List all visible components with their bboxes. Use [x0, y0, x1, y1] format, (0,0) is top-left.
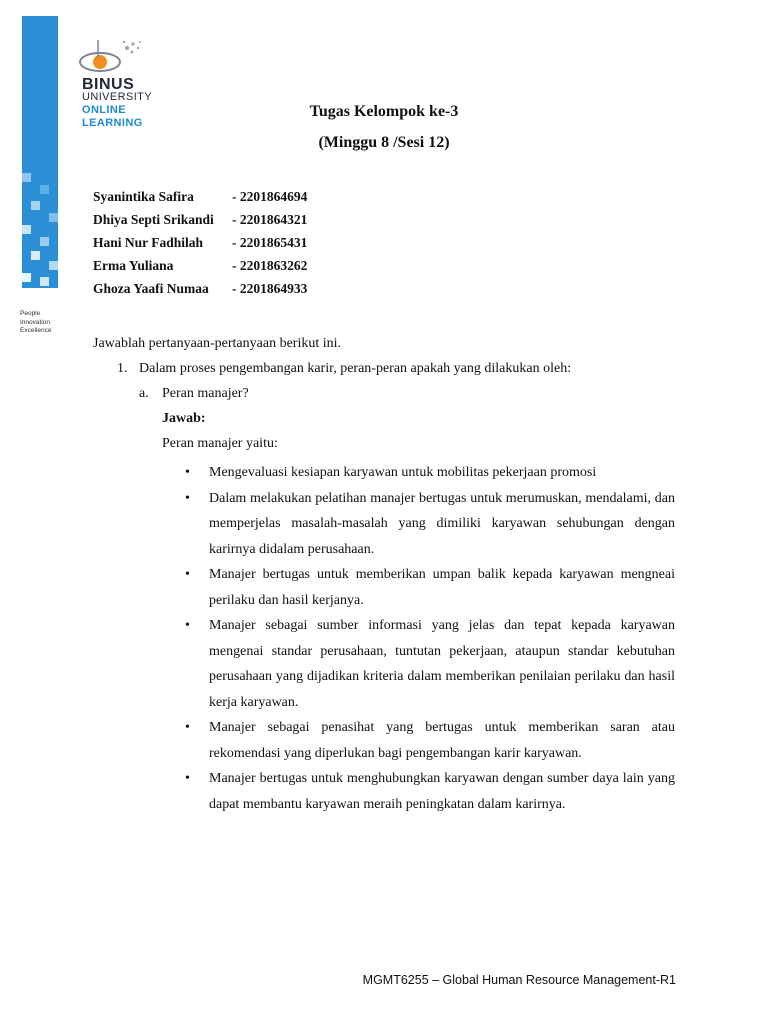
bullet-text: Manajer sebagai penasihat yang bertugas untuk memberikan saran atau rekomendasi yang diperlukan bagi pengembangan karir karyawan. [209, 720, 675, 761]
list-item [185, 562, 675, 613]
member-row [93, 235, 307, 258]
bullet-icon: • [185, 490, 190, 506]
member-id: - 2201863262 [232, 258, 308, 273]
member-row [93, 189, 307, 212]
member-row [93, 281, 307, 304]
answer-intro: Peran manajer yaitu: [162, 436, 278, 451]
page-footer: MGMT6255 – Global Human Resource Management-R1 [362, 973, 676, 987]
answer-label: Jawab: [162, 411, 206, 426]
tagline-line: Excellence [20, 327, 52, 334]
member-name: Hani Nur Fadhilah [93, 235, 204, 250]
answer-bullet-list [185, 460, 675, 817]
list-item [185, 715, 675, 766]
list-item [185, 613, 675, 715]
bullet-text: Manajer bertugas untuk memberikan umpan balik kepada karyawan mengneai perilaku dan hasil kerjanya. [209, 567, 675, 608]
member-row [93, 258, 307, 281]
logo-name: BINUS [82, 76, 135, 93]
logo-learning: LEARNING [82, 117, 143, 129]
list-item [185, 460, 675, 486]
member-name: Syanintika Safira [93, 189, 194, 204]
bullet-icon: • [185, 720, 190, 735]
bullet-icon: • [185, 771, 190, 786]
member-name: Erma Yuliana [93, 258, 174, 273]
bullet-icon: • [185, 567, 190, 582]
decorative-mosaic [22, 165, 58, 288]
member-id: - 2201864933 [232, 281, 308, 296]
list-item [185, 766, 675, 817]
binus-logo [78, 38, 198, 138]
member-id: - 2201864321 [232, 212, 308, 227]
tagline [20, 310, 51, 336]
member-name: Dhiya Septi Srikandi [93, 212, 214, 227]
member-name: Ghoza Yaafi Numaa [93, 281, 209, 296]
sub-question-label: a. [139, 386, 149, 401]
bullet-text: Mengevaluasi kesiapan karyawan untuk mobilitas pekerjaan promosi [209, 465, 597, 480]
bullet-icon: • [185, 618, 190, 633]
question-number: 1. [117, 361, 128, 376]
tagline-line: Innovation [20, 318, 50, 326]
bullet-icon: • [185, 465, 190, 480]
list-item [185, 486, 675, 563]
document-subtitle: (Minggu 8 /Sesi 12) [318, 134, 450, 151]
bullet-text: Manajer sebagai sumber informasi yang jelas dan tepat kepada karyawan mengenai standar perusahaan, tuntutan pekerjaan, ataupun standar kebutuhan perusahaan yang dijadikan kriteria dalam memberikan penilaian perilaku dan hasil kerja karyawan. [209, 618, 675, 710]
sub-question-text: Peran manajer? [162, 386, 249, 401]
logo-mark-icon [78, 38, 148, 80]
instruction-text: Jawablah pertanyaan-pertanyaan berikut ini. [93, 336, 342, 351]
logo-online: ONLINE [82, 104, 126, 116]
bullet-text: Manajer bertugas untuk menghubungkan karyawan dengan sumber daya lain yang dapat membantu karyawan meraih peningkatan dalam karirnya. [209, 771, 675, 812]
member-id: - 2201864694 [232, 189, 308, 204]
bullet-text: Dalam melakukan pelatihan manajer bertugas untuk merumuskan, mendalami, dan memperjelas masalah-masalah yang dimiliki karyawan sehubungan dengan karirnya didalam perusahaan. [209, 490, 675, 557]
document-title: Tugas Kelompok ke-3 [309, 103, 459, 120]
member-id: - 2201865431 [232, 235, 308, 250]
logo-university: UNIVERSITY [82, 91, 153, 103]
member-row [93, 212, 307, 235]
tagline-line: People [20, 310, 41, 317]
member-list [93, 189, 307, 304]
question-text: Dalam proses pengembangan karir, peran-peran apakah yang dilakukan oleh: [139, 361, 572, 376]
